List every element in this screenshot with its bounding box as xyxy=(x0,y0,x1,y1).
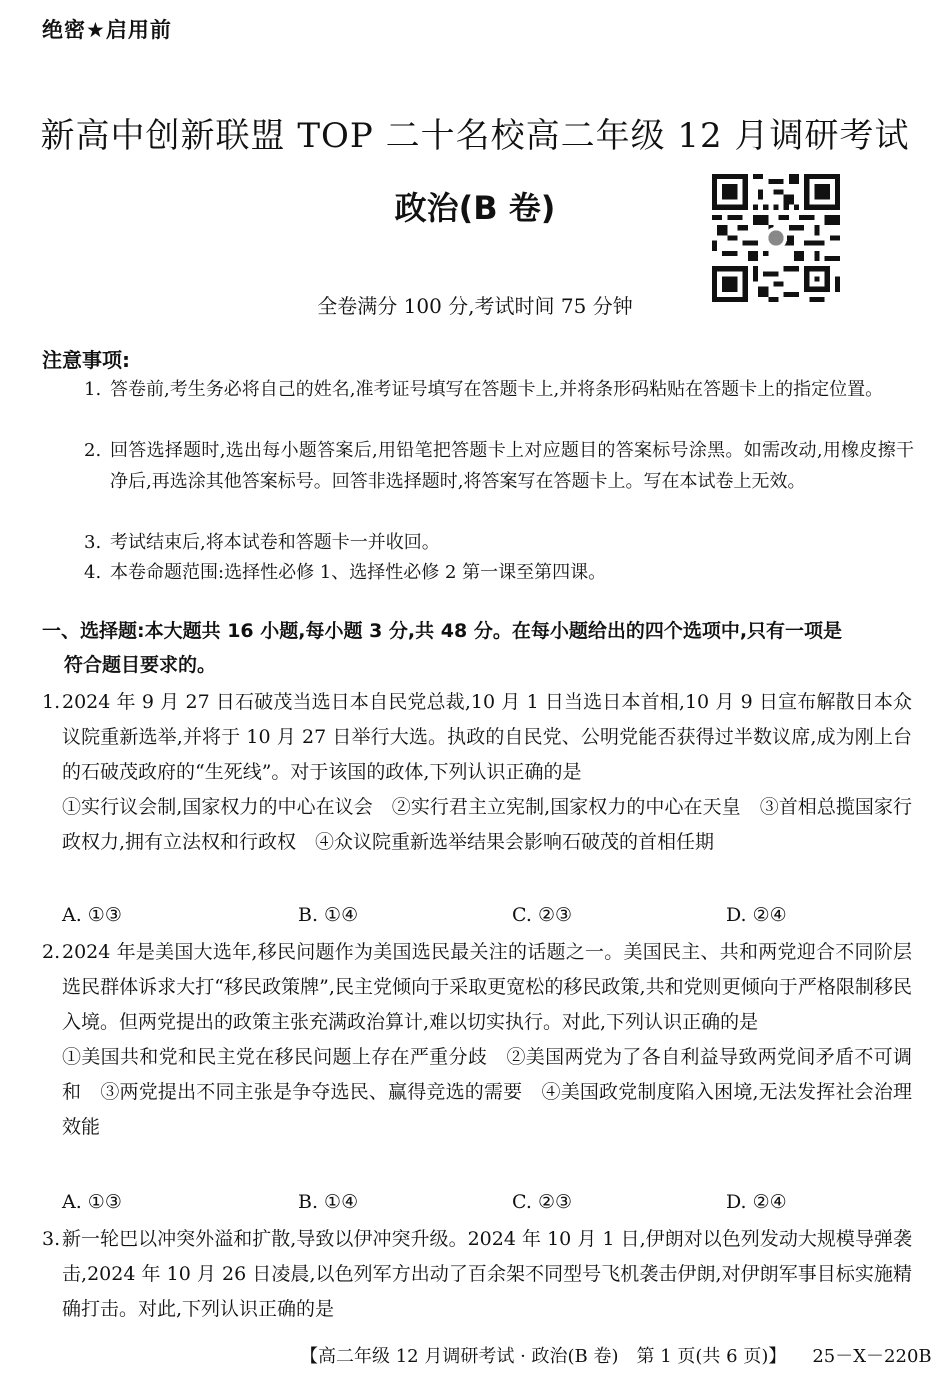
confidential-label: 绝密★启用前 xyxy=(42,18,172,42)
option-a[interactable]: A. ①③ xyxy=(62,904,122,926)
option-b[interactable]: B. ①④ xyxy=(298,1191,359,1213)
score-info: 全卷满分 100 分,考试时间 75 分钟 xyxy=(317,294,633,318)
notice-heading: 注意事项: xyxy=(42,348,130,372)
page-footer xyxy=(300,1342,932,1368)
footer-text: 【高二年级 12 月调研考试 · 政治(B 卷) 第 1 页(共 6 页)】 xyxy=(300,1346,787,1367)
option-a[interactable]: A. ①③ xyxy=(62,1191,122,1213)
question-number: 1. xyxy=(42,691,61,713)
question-stem: 2024 年是美国大选年,移民问题作为美国选民最关注的话题之一。美国民主、共和两党迎合不同阶层选民群体诉求大打“移民政策牌”,民主党倾向于采取更宽松的移民政策,共和党则更倾向于严格限制移民入境。但两党提出的政策主张充满政治算计,难以切实执行。对此,下列认识正确的是 xyxy=(62,941,912,1033)
notice-item-text: 答卷前,考生务必将自己的姓名,准考证号填写在答题卡上,并将条形码粘贴在答题卡上的指定位置。 xyxy=(110,379,884,400)
notice-item-text: 本卷命题范围:选择性必修 1、选择性必修 2 第一课至第四课。 xyxy=(110,562,607,583)
notice-item xyxy=(84,557,914,588)
question-3 xyxy=(42,1222,912,1327)
section-heading xyxy=(42,614,914,682)
question-2-options xyxy=(62,1185,912,1220)
section-heading-line2: 符合题目要求的。 xyxy=(64,654,217,676)
exam-subject: 政治(B 卷) xyxy=(394,189,556,227)
notice-item-number: 3. xyxy=(84,532,102,553)
notice-item-text: 回答选择题时,选出每小题答案后,用铅笔把答题卡上对应题目的答案标号涂黑。如需改动,用橡皮擦干净后,再选涂其他答案标号。回答非选择题时,将答案写在答题卡上。写在本试卷上无效。 xyxy=(110,440,914,492)
section-heading-line1: 一、选择题:本大题共 16 小题,每小题 3 分,共 48 分。在每小题给出的四个选项中,只有一项是 xyxy=(42,620,843,642)
question-1-options xyxy=(62,898,912,933)
question-stem: 2024 年 9 月 27 日石破茂当选日本自民党总裁,10 月 1 日当选日本首相,10 月 9 日宣布解散日本众议院重新选举,并将于 10 月 27 日举行大选。执政的自民党、公明党能否获得过半数议席,成为刚上台的石破茂政府的“生死线”。对于该国的政体,下列认识正确的是 xyxy=(62,691,912,783)
notice-item-number: 4. xyxy=(84,562,102,583)
notice-item-number: 2. xyxy=(84,440,102,461)
qr-code-icon xyxy=(712,174,840,302)
option-c[interactable]: C. ②③ xyxy=(512,1191,573,1213)
footer-code: 25－X－220B xyxy=(812,1346,932,1367)
option-d[interactable]: D. ②④ xyxy=(726,1191,787,1213)
notice-item-text: 考试结束后,将本试卷和答题卡一并收回。 xyxy=(110,532,440,553)
question-stem: 新一轮巴以冲突外溢和扩散,导致以伊冲突升级。2024 年 10 月 1 日,伊朗对以色列发动大规模导弹袭击,2024 年 10 月 26 日凌晨,以色列军方出动了百余架不同型号飞机袭击伊朗,对伊朗军事目标实施精确打击。对此,下列认识正确的是 xyxy=(62,1228,912,1320)
question-statements: ①实行议会制,国家权力的中心在议会 ②实行君主立宪制,国家权力的中心在天皇 ③首相总揽国家行政权力,拥有立法权和行政权 ④众议院重新选举结果会影响石破茂的首相任期 xyxy=(62,796,912,853)
notice-item xyxy=(84,435,914,497)
question-number: 3. xyxy=(42,1228,61,1250)
option-b[interactable]: B. ①④ xyxy=(298,904,359,926)
question-number: 2. xyxy=(42,941,61,963)
option-d[interactable]: D. ②④ xyxy=(726,904,787,926)
question-1 xyxy=(42,685,912,860)
option-c[interactable]: C. ②③ xyxy=(512,904,573,926)
notice-item-number: 1. xyxy=(84,379,102,400)
exam-title: 新高中创新联盟 TOP 二十名校高二年级 12 月调研考试 xyxy=(40,116,910,156)
notice-item xyxy=(84,374,914,405)
question-2 xyxy=(42,935,912,1145)
question-statements: ①美国共和党和民主党在移民问题上存在严重分歧 ②美国两党为了各自利益导致两党间矛盾不可调和 ③两党提出不同主张是争夺选民、赢得竞选的需要 ④美国政党制度陷入困境,无法发挥社会治理效能 xyxy=(62,1046,912,1138)
notice-item xyxy=(84,527,914,558)
